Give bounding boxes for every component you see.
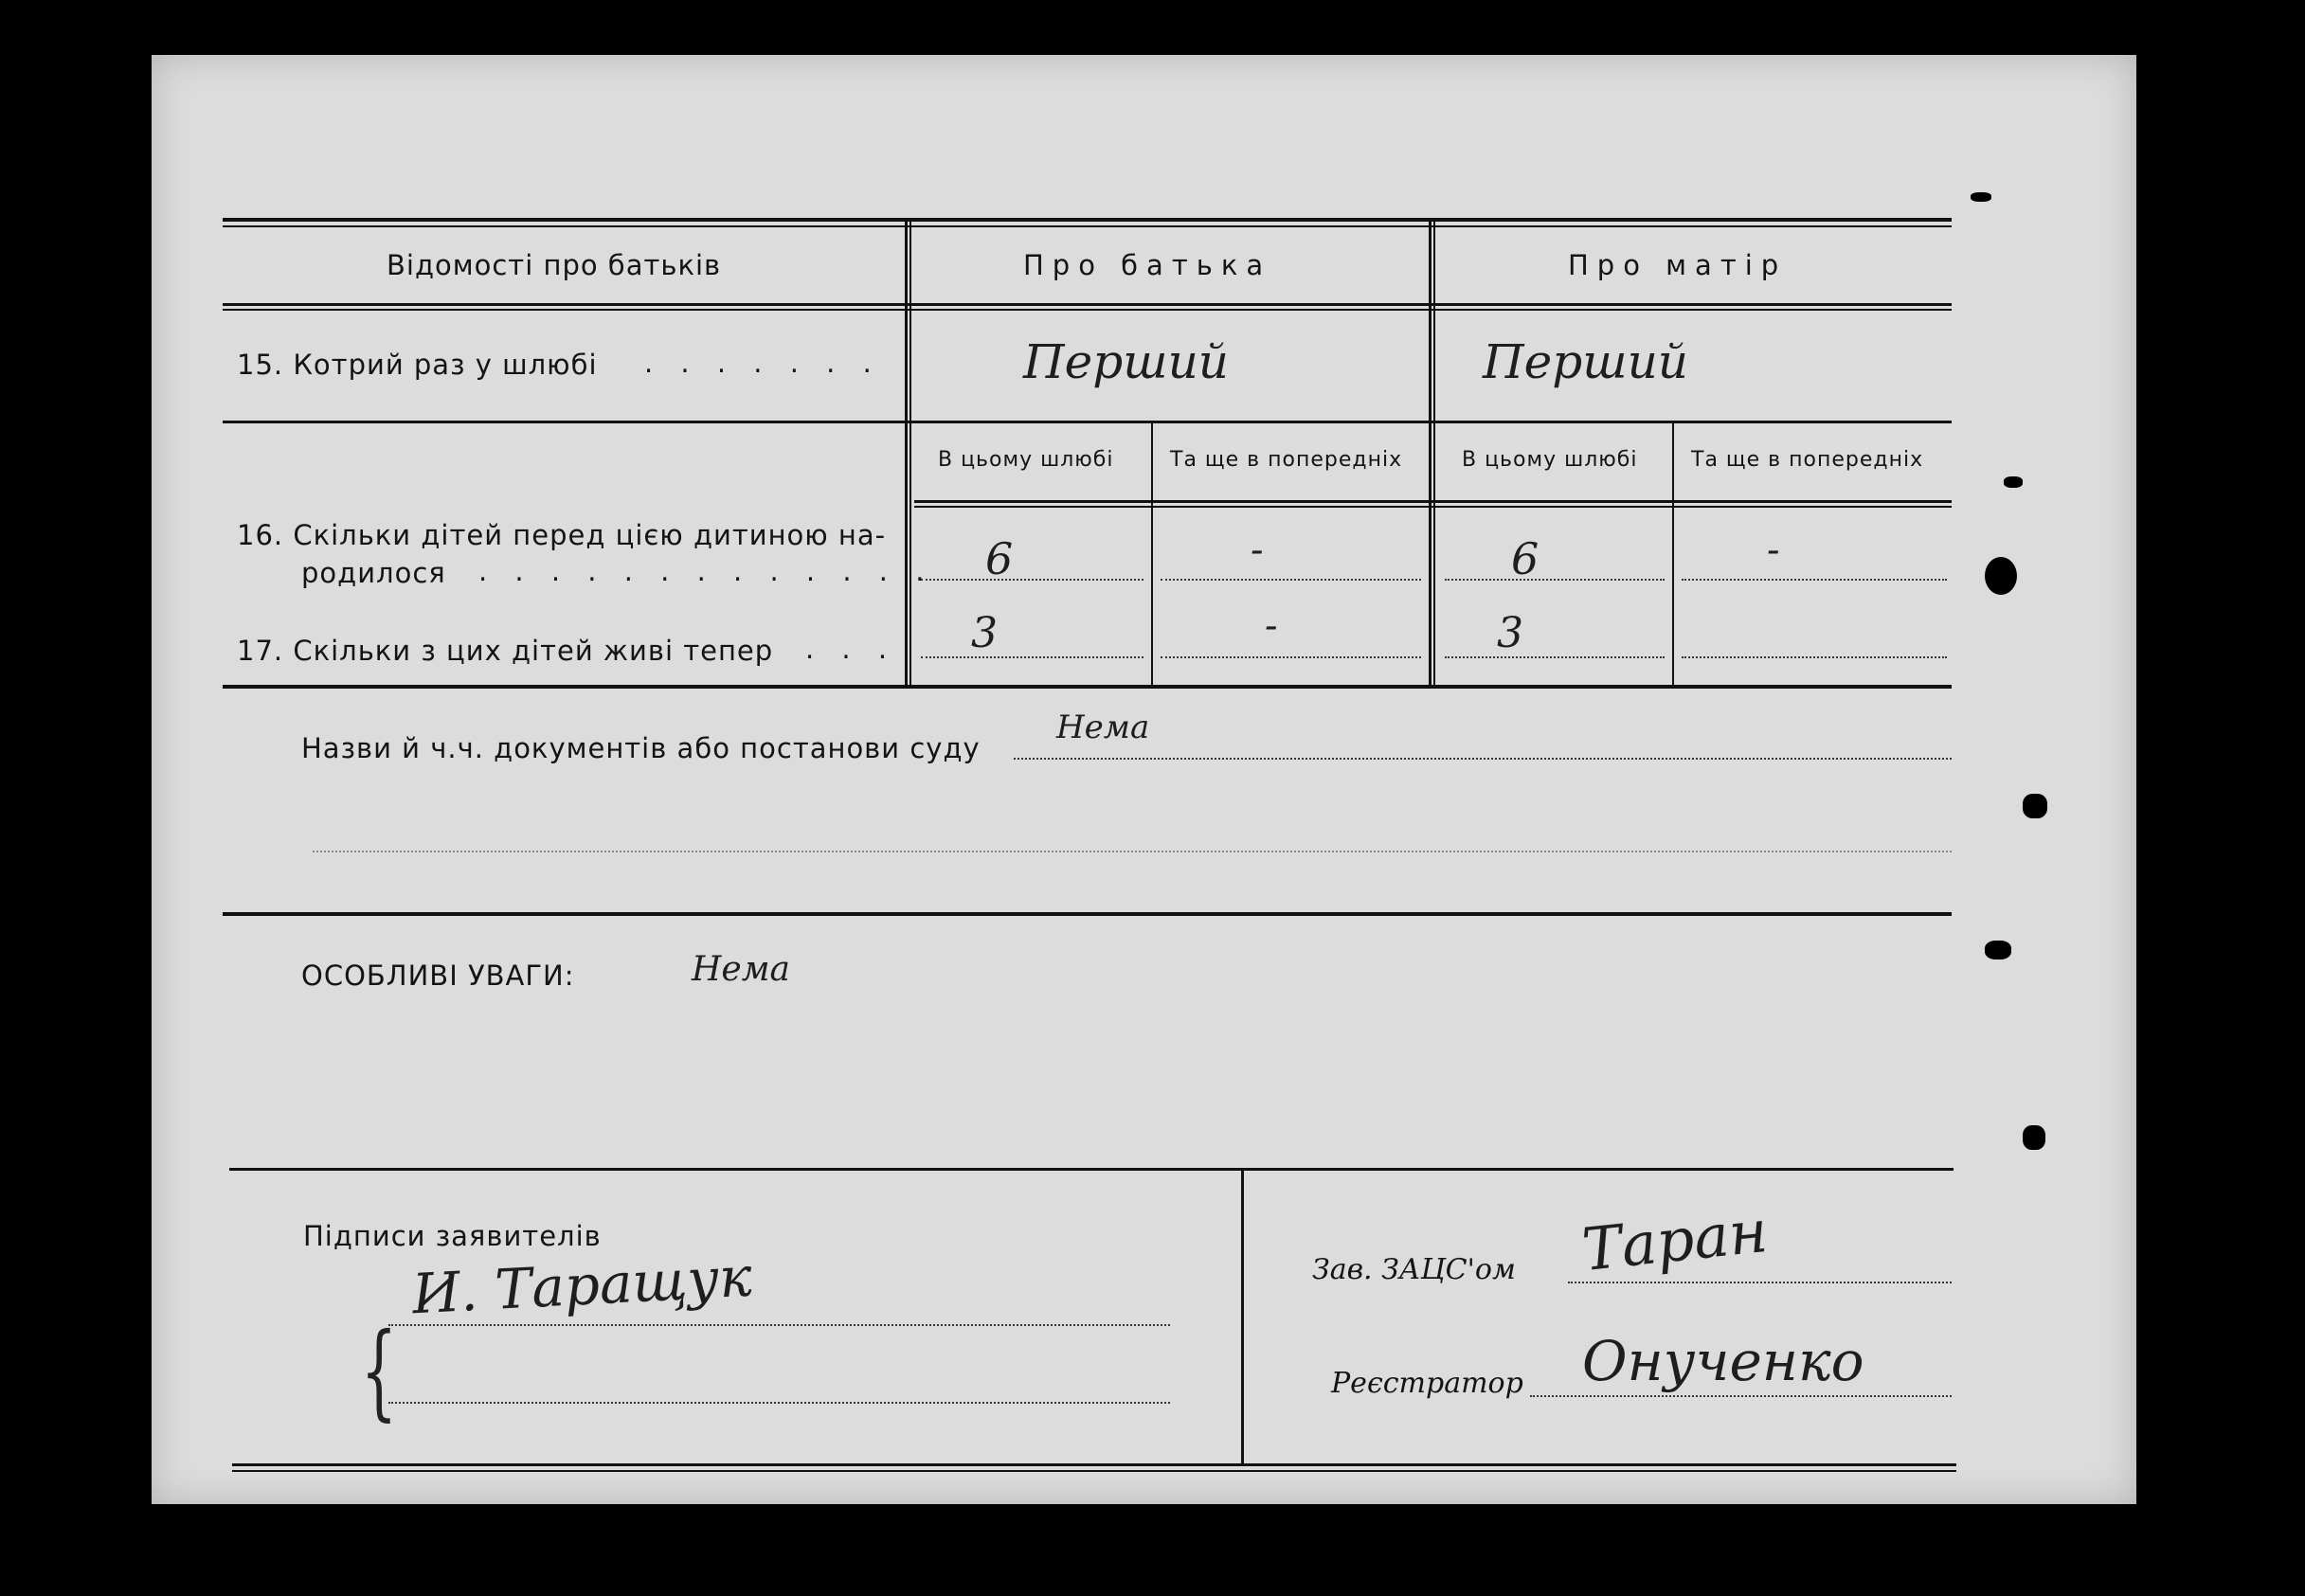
signatures-bottom-rule: [232, 1470, 1956, 1472]
row15-father-value: Перший: [1023, 334, 1229, 389]
remarks-label: ОСОБЛИВІ УВАГИ:: [301, 959, 575, 992]
subheader-father-prev: Та ще в попередніх: [1170, 448, 1403, 472]
row16-father-prev: -: [1251, 529, 1264, 572]
punch-hole: [2004, 476, 2023, 488]
subheader-mother-this: В цьому шлюбі: [1462, 448, 1638, 472]
subheader-father-this: В цьому шлюбі: [938, 448, 1114, 472]
row17-father-prev-line: [1161, 656, 1421, 658]
header-info-label: Відомості про батьків: [387, 249, 722, 281]
table-top-rule: [223, 218, 1952, 222]
documents-line-2: [313, 851, 1952, 852]
row16-father-prev-line: [1161, 579, 1421, 581]
punch-hole: [1971, 192, 1991, 202]
punch-hole: [1985, 941, 2011, 959]
row17-mother-prev-line: [1682, 656, 1947, 658]
signatures-bottom-rule: [232, 1463, 1956, 1466]
subheader-mother-prev: Та ще в попередніх: [1691, 448, 1924, 472]
column-divider: [1433, 222, 1435, 686]
row15-mother-value: Перший: [1483, 334, 1688, 389]
documents-label: Назви й ч.ч. документів або постанови суду: [301, 732, 981, 764]
applicant-signature: И. Таращук: [410, 1244, 754, 1327]
form-sheet: [152, 55, 2136, 1504]
row17-label: 17. Скільки з цих дітей живі тепер: [237, 635, 774, 667]
row17-father-prev: -: [1265, 604, 1278, 648]
row16-mother-this: 6: [1511, 533, 1540, 584]
column-divider: [1151, 422, 1153, 686]
dot-leader: . . . . . . .: [644, 347, 881, 379]
documents-value: Нема: [1056, 708, 1150, 746]
dot-leader: . . .: [805, 633, 897, 665]
punch-hole: [1985, 557, 2017, 595]
column-divider: [909, 222, 911, 686]
head-signature-line: [1568, 1282, 1952, 1283]
row17-father-this-line: [921, 656, 1143, 658]
row15-bottom-rule: [223, 421, 1952, 423]
row17-mother-this: 3: [1497, 609, 1523, 657]
column-divider: [1672, 422, 1674, 686]
signatures-divider: [1241, 1171, 1244, 1464]
applicant-signature-line-1: [388, 1324, 1170, 1326]
applicants-brace: {: [360, 1310, 398, 1431]
table-bottom-rule: [223, 685, 1952, 689]
column-divider: [1429, 222, 1432, 686]
table-top-rule: [223, 225, 1952, 227]
applicants-label: Підписи заявителів: [303, 1220, 602, 1252]
row16-father-this-line: [921, 579, 1143, 581]
row16-mother-prev-line: [1682, 579, 1947, 581]
header-mother-label: Про матір: [1568, 249, 1788, 281]
dot-leader: . . . . . . . . . . . . .: [478, 555, 934, 587]
row15-label: 15. Котрий раз у шлюбі: [237, 349, 598, 381]
row16-mother-this-line: [1445, 579, 1665, 581]
row17-father-this: 3: [971, 609, 998, 657]
punch-hole: [2023, 1125, 2045, 1150]
header-bottom-rule: [223, 309, 1952, 311]
remarks-value: Нема: [692, 950, 791, 989]
applicant-signature-line-2: [388, 1402, 1170, 1404]
registrar-signature: Онученко: [1582, 1329, 1864, 1393]
head-label: Зав. ЗАЦС'ом: [1312, 1253, 1516, 1286]
remarks-top-rule: [223, 912, 1952, 916]
signatures-top-rule: [229, 1168, 1954, 1171]
row16-mother-prev: -: [1767, 529, 1780, 572]
registrar-signature-line: [1530, 1395, 1952, 1397]
row16-label-line1: 16. Скільки дітей перед цією дитиною на-: [237, 519, 887, 551]
punch-hole: [2023, 794, 2047, 818]
header-father-label: Про батька: [1023, 249, 1272, 281]
head-signature: Таран: [1578, 1195, 1772, 1285]
column-divider: [905, 222, 908, 686]
row16-label-line2: родилося: [301, 557, 446, 589]
row17-mother-this-line: [1445, 656, 1665, 658]
registrar-label: Реєстратор: [1331, 1367, 1523, 1400]
header-bottom-rule: [223, 303, 1952, 306]
documents-line: [1014, 758, 1952, 760]
row16-father-this: 6: [985, 533, 1014, 584]
